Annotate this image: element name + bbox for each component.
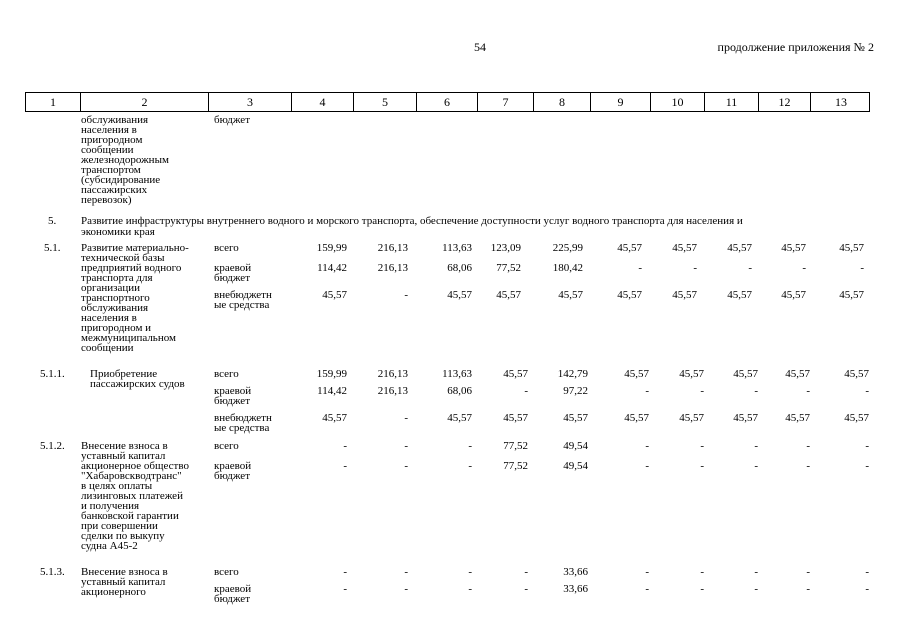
value-cell: 45,57 xyxy=(672,242,697,254)
value-cell: - xyxy=(860,262,864,274)
value-cell: - xyxy=(693,262,697,274)
header-cell-5: 5 xyxy=(354,93,417,111)
value-cell: 33,66 xyxy=(563,566,588,578)
value-cell: 114,42 xyxy=(317,262,347,274)
row-number: 5.1. xyxy=(44,242,61,254)
header-cell-13: 13 xyxy=(835,95,847,109)
funding-source: всего xyxy=(214,566,239,578)
value-cell: 45,57 xyxy=(733,412,758,424)
value-cell: 97,22 xyxy=(563,385,588,397)
funding-source: всего xyxy=(214,368,239,380)
funding-source: краевой бюджет xyxy=(214,385,252,407)
value-cell: 45,57 xyxy=(839,242,864,254)
value-cell: - xyxy=(806,460,810,472)
value-cell: - xyxy=(404,583,408,595)
value-cell: - xyxy=(700,460,704,472)
funding-source: всего xyxy=(214,242,239,254)
value-cell: 45,57 xyxy=(785,368,810,380)
value-cell: - xyxy=(468,460,472,472)
header-cell-10: 10 xyxy=(651,93,705,111)
value-cell: - xyxy=(700,385,704,397)
value-cell: - xyxy=(806,583,810,595)
funding-source: внебюджетн ые средства xyxy=(214,412,272,434)
value-cell: 77,52 xyxy=(496,262,521,274)
value-cell: - xyxy=(865,440,869,452)
value-cell: - xyxy=(802,262,806,274)
row-number: 5.1.2. xyxy=(40,440,65,452)
value-cell: 113,63 xyxy=(442,368,472,380)
header-cell-3: 3 xyxy=(209,93,292,111)
value-cell: 45,57 xyxy=(322,412,347,424)
header-cell-6: 6 xyxy=(417,93,478,111)
value-cell: 45,57 xyxy=(844,412,869,424)
value-cell: 45,57 xyxy=(624,412,649,424)
value-cell: 159,99 xyxy=(316,368,347,380)
value-cell: - xyxy=(865,385,869,397)
row-name-fragment: обслуживания населения в пригородном сообщении железнодорожным транспортом (субсидирование пассажирских перевозок) xyxy=(81,114,169,206)
value-cell: - xyxy=(404,566,408,578)
page-number: 54 xyxy=(474,40,486,54)
value-cell: - xyxy=(754,583,758,595)
value-cell: 216,13 xyxy=(377,242,408,254)
value-cell: - xyxy=(645,385,649,397)
value-cell: - xyxy=(343,440,347,452)
value-cell: 45,57 xyxy=(624,368,649,380)
row-number: 5.1.1. xyxy=(40,368,65,380)
row-name: Развитие материально- технической базы предприятий водного транспорта для организации транспортного обслуживания населения в пригородном и межмуниципальном сообщении xyxy=(81,242,189,354)
value-cell: 180,42 xyxy=(552,262,583,274)
value-cell: 45,57 xyxy=(447,289,472,301)
value-cell: 142,79 xyxy=(557,368,588,380)
value-cell: 216,13 xyxy=(377,262,408,274)
header-cell-4: 4 xyxy=(292,93,354,111)
value-cell: 45,57 xyxy=(617,289,642,301)
value-cell: - xyxy=(468,566,472,578)
value-cell: 45,57 xyxy=(844,368,869,380)
header-cell-11: 11 xyxy=(705,93,759,111)
value-cell: - xyxy=(645,460,649,472)
value-cell: 45,57 xyxy=(781,289,806,301)
header-cell-9: 9 xyxy=(591,93,651,111)
value-cell: 45,57 xyxy=(839,289,864,301)
funding-source: краевой бюджет xyxy=(214,262,252,284)
funding-source: внебюджетн ые средства xyxy=(214,289,272,311)
value-cell: 45,57 xyxy=(617,242,642,254)
value-cell: - xyxy=(700,440,704,452)
value-cell: - xyxy=(754,460,758,472)
funding-source: краевой бюджет xyxy=(214,583,252,605)
value-cell: - xyxy=(865,583,869,595)
value-cell: - xyxy=(748,262,752,274)
section-title-line2: экономики края xyxy=(81,226,155,238)
value-cell: - xyxy=(638,262,642,274)
section-title: Развитие инфраструктуры внутреннего водного и морского транспорта, обеспечение доступности услуг водного транспорта для населения и xyxy=(81,215,743,227)
value-cell: 45,57 xyxy=(558,289,583,301)
value-cell: 45,57 xyxy=(781,242,806,254)
value-cell: 49,54 xyxy=(563,440,588,452)
value-cell: 45,57 xyxy=(563,412,588,424)
value-cell: - xyxy=(754,440,758,452)
value-cell: - xyxy=(343,460,347,472)
value-cell: - xyxy=(404,289,408,301)
value-cell: 216,13 xyxy=(377,368,408,380)
header-cell-1: 1 xyxy=(26,93,81,111)
value-cell: - xyxy=(645,566,649,578)
value-cell: 216,13 xyxy=(377,385,408,397)
value-cell: - xyxy=(806,440,810,452)
value-cell: - xyxy=(754,566,758,578)
value-cell: 45,57 xyxy=(496,289,521,301)
row-name: Приобретение пассажирских судов xyxy=(90,368,185,390)
header-cell-12: 12 xyxy=(759,93,811,111)
value-cell: 113,63 xyxy=(442,242,472,254)
value-cell: - xyxy=(404,412,408,424)
value-cell: 45,57 xyxy=(785,412,810,424)
value-cell: - xyxy=(700,583,704,595)
table-header xyxy=(25,92,870,112)
value-cell: 45,57 xyxy=(672,289,697,301)
value-cell: 77,52 xyxy=(503,440,528,452)
value-cell: - xyxy=(343,583,347,595)
value-cell: - xyxy=(645,583,649,595)
value-cell: - xyxy=(806,385,810,397)
value-cell: - xyxy=(806,566,810,578)
value-cell: 45,57 xyxy=(727,289,752,301)
value-cell: 45,57 xyxy=(727,242,752,254)
value-cell: - xyxy=(524,385,528,397)
header-cell-8: 8 xyxy=(534,93,591,111)
continuation-note: продолжение приложения № 2 xyxy=(717,40,874,54)
section-number: 5. xyxy=(48,215,57,227)
value-cell: 225,99 xyxy=(552,242,583,254)
value-cell: - xyxy=(524,583,528,595)
value-cell: 45,57 xyxy=(679,368,704,380)
value-cell: - xyxy=(865,460,869,472)
value-cell: - xyxy=(700,566,704,578)
header-cell-7: 7 xyxy=(478,93,534,111)
value-cell: 68,06 xyxy=(447,262,472,274)
value-cell: - xyxy=(343,566,347,578)
row-source-fragment: бюджет xyxy=(214,114,250,126)
funding-source: всего xyxy=(214,440,239,452)
row-name: Внесение взноса в уставный капитал акционерное общество "Хабаровскводтранс" в целях оплаты лизинговых платежей и получения банковской гарантии при совершении сделки по выкупу судна А45-2 xyxy=(81,440,189,552)
header-cell-2: 2 xyxy=(81,93,209,111)
value-cell: - xyxy=(645,440,649,452)
value-cell: 33,66 xyxy=(563,583,588,595)
value-cell: 49,54 xyxy=(563,460,588,472)
value-cell: - xyxy=(468,583,472,595)
value-cell: - xyxy=(524,566,528,578)
value-cell: 45,57 xyxy=(503,412,528,424)
value-cell: 45,57 xyxy=(733,368,758,380)
value-cell: 77,52 xyxy=(503,460,528,472)
value-cell: 45,57 xyxy=(503,368,528,380)
value-cell: - xyxy=(865,566,869,578)
value-cell: - xyxy=(468,440,472,452)
value-cell: 114,42 xyxy=(317,385,347,397)
value-cell: - xyxy=(404,440,408,452)
value-cell: 159,99 xyxy=(316,242,347,254)
value-cell: - xyxy=(404,460,408,472)
row-name: Внесение взноса в уставный капитал акционерного xyxy=(81,566,168,598)
row-number: 5.1.3. xyxy=(40,566,65,578)
value-cell: 68,06 xyxy=(447,385,472,397)
value-cell: 45,57 xyxy=(322,289,347,301)
value-cell: 45,57 xyxy=(679,412,704,424)
value-cell: 45,57 xyxy=(447,412,472,424)
funding-source: краевой бюджет xyxy=(214,460,252,482)
value-cell: 123,09 xyxy=(490,242,521,254)
value-cell: - xyxy=(754,385,758,397)
